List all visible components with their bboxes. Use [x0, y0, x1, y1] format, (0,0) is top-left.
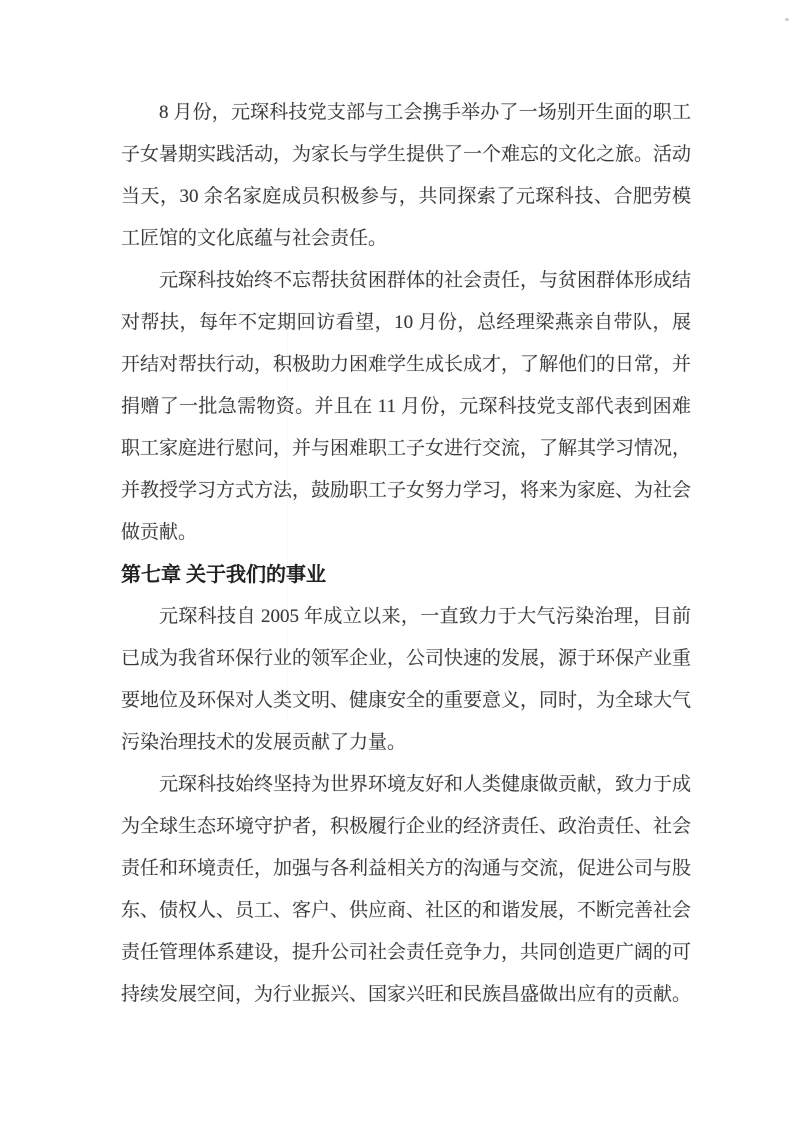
paragraph-responsibility-commitment: 元琛科技始终坚持为世界环境友好和人类健康做贡献，致力于成为全球生态环境守护者，积极履行企业的经济责任、政治责任、社会责任和环境责任，加强与各利益相关方的沟通与交流，促进公司与股东、债权人、员工、客户、供应商、社区的和谐发展，不断完善社会责任管理体系建设，提升公司社会责任竞争力，共同创造更广阔的可持续发展空间，为行业振兴、国家兴旺和民族昌盛做出应有的贡献。 [121, 774, 692, 1005]
paragraph-company-intro: 元琛科技自 2005 年成立以来，一直致力于大气污染治理，目前已成为我省环保行业的领军企业，公司快速的发展，源于环保产业重要地位及环保对人类文明、健康安全的重要意义，同时，为全球大气污染治理技术的发展贡献了力量。 [121, 606, 692, 753]
paragraph-poverty-assistance: 元琛科技始终不忘帮扶贫困群体的社会责任，与贫困群体形成结对帮扶，每年不定期回访看望，10 月份，总经理梁燕亲自带队，展开结对帮扶行动，积极助力困难学生成长成才，了解他们的日常，并捐赠了一批急需物资。并且在 11 月份，元琛科技党支部代表到困难职工家庭进行慰问，并与困难职工子女进行交流，了解其学习情况，并教授学习方式方法，鼓励职工子女努力学习，将来为家庭、为社会做贡献。 [121, 270, 692, 543]
paragraph-summer-activity: 8 月份，元琛科技党支部与工会携手举办了一场别开生面的职工子女暑期实践活动，为家长与学生提供了一个难忘的文化之旅。活动当天，30 余名家庭成员积极参与，共同探索了元琛科技、合肥劳模工匠馆的文化底蕴与社会责任。 [121, 102, 692, 249]
chapter-7-heading: 第七章 关于我们的事业 [121, 564, 326, 586]
document-text-column [121, 92, 691, 1016]
scan-scratch-artifact [287, 320, 288, 720]
scan-speck-artifact [785, 18, 789, 21]
